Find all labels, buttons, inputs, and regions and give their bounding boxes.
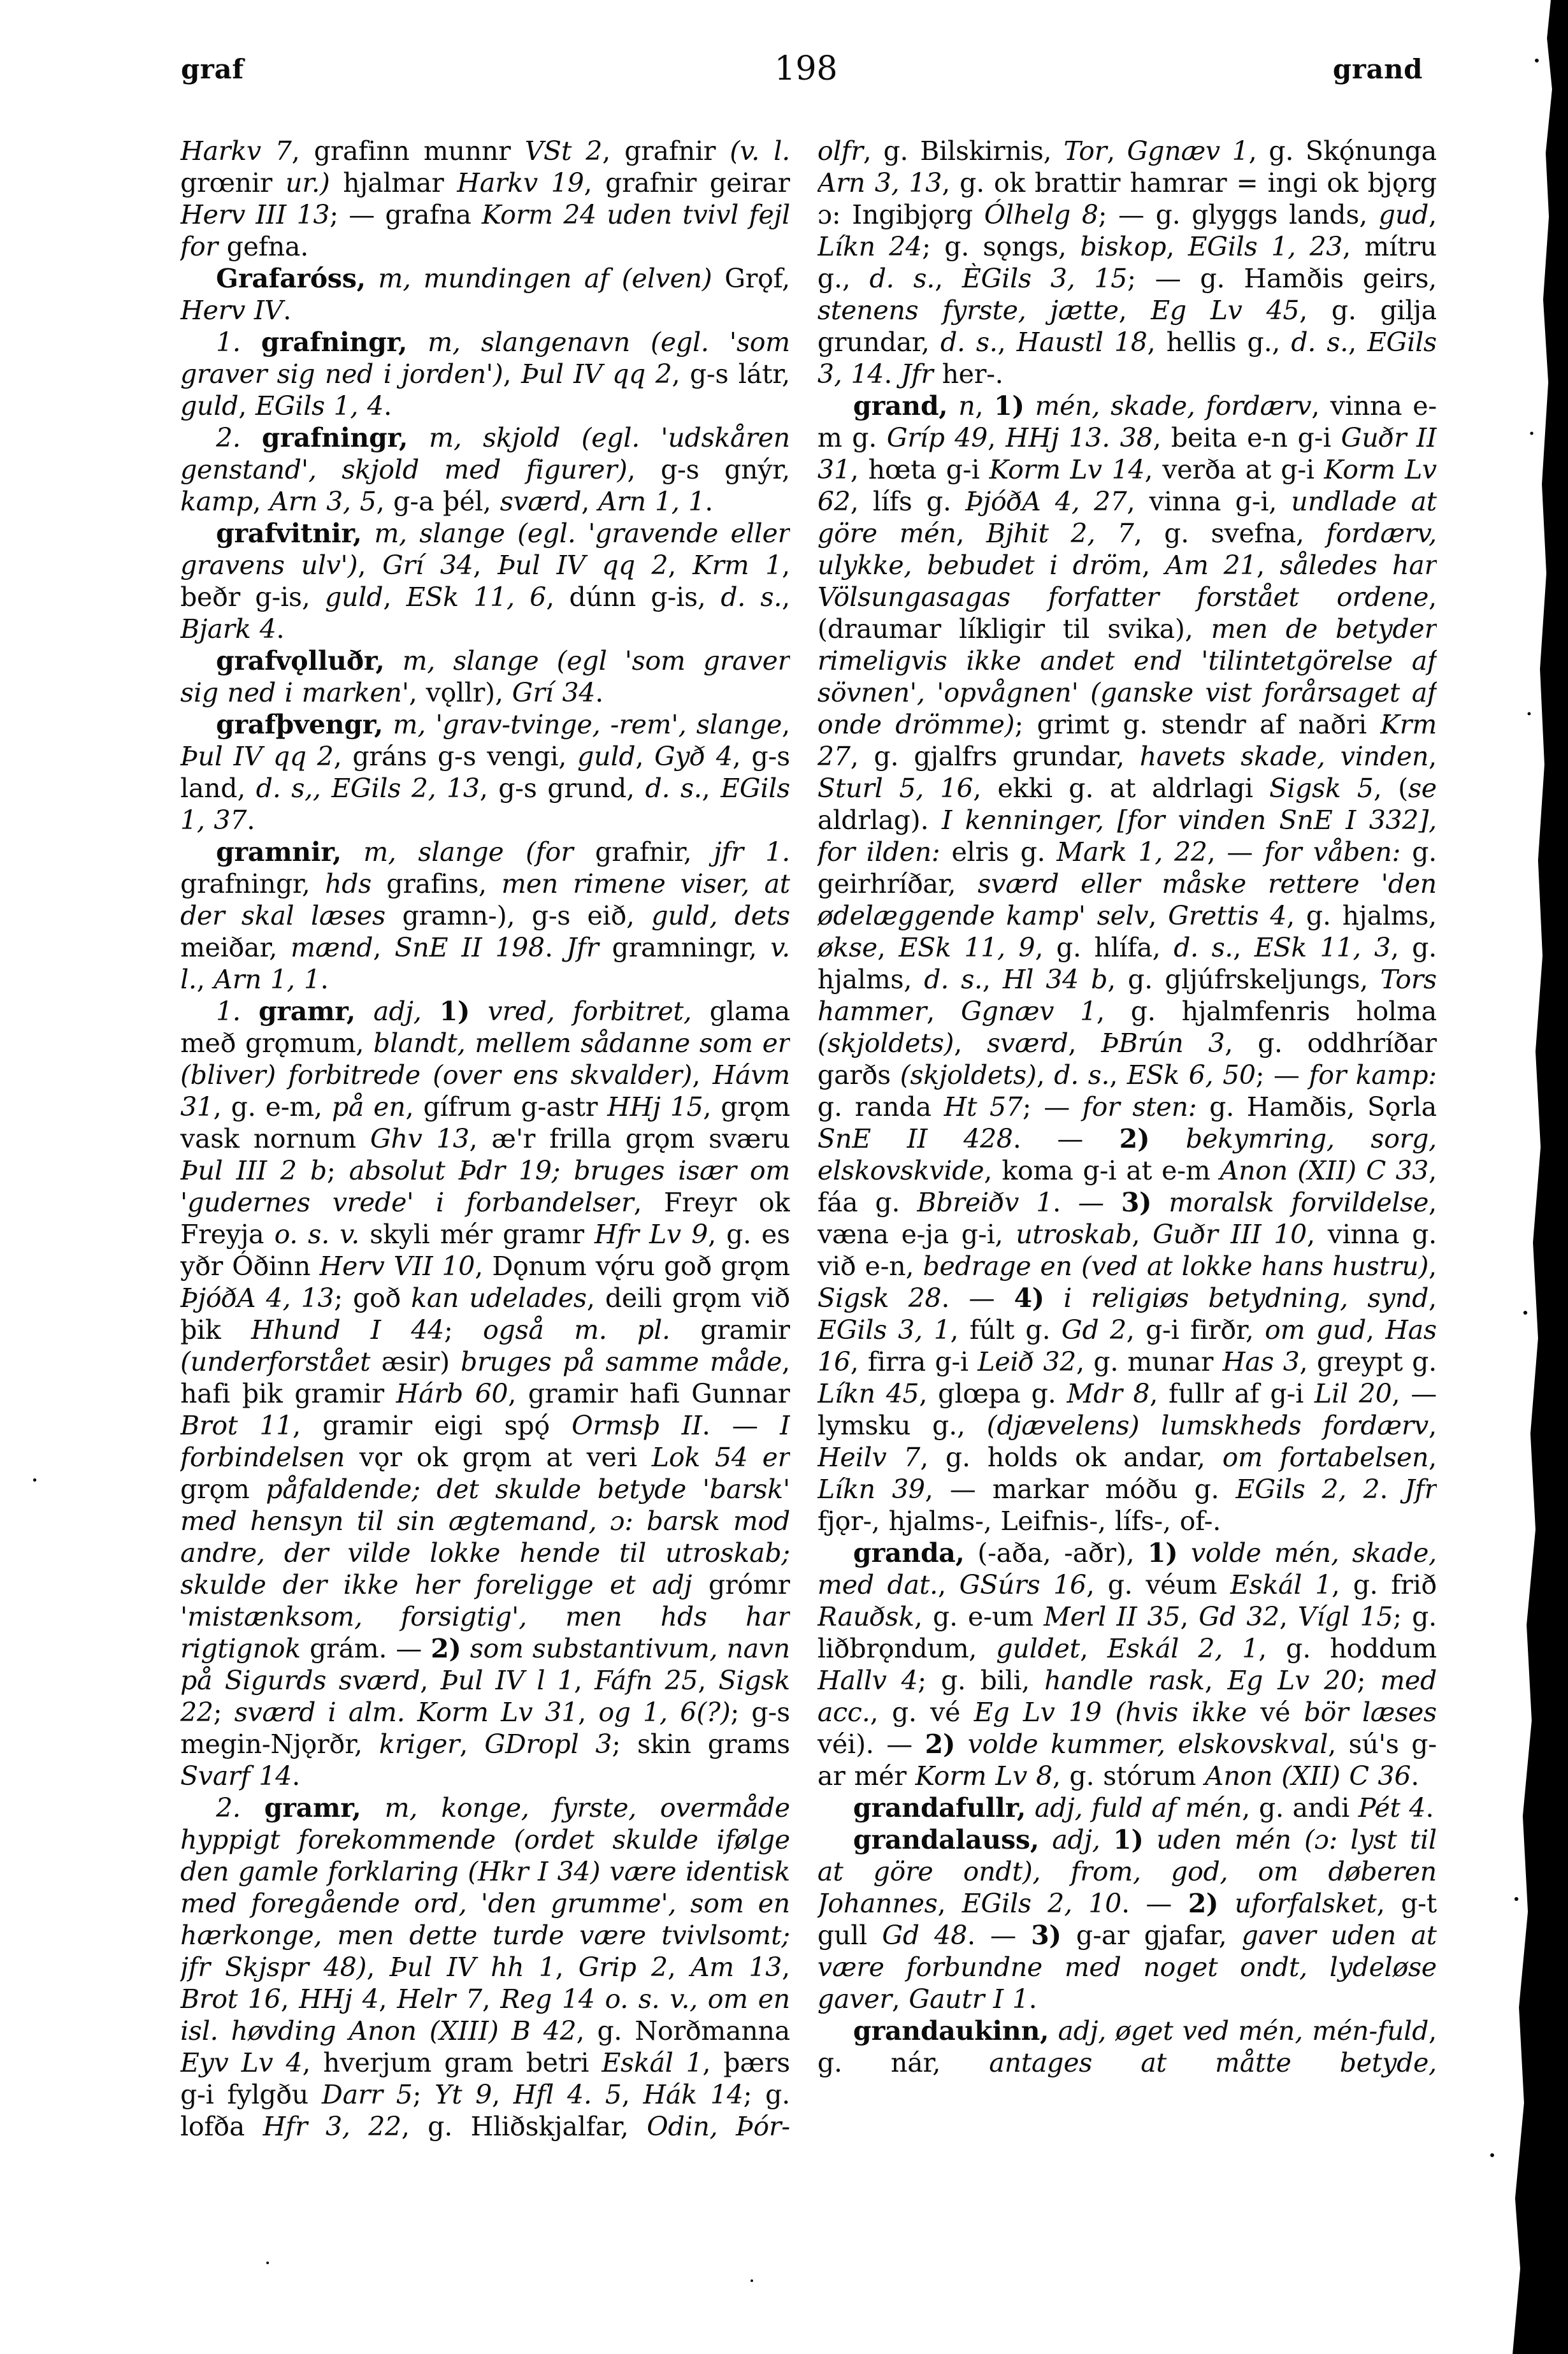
- scan-speck: [266, 2262, 269, 2264]
- page-number: 198: [774, 50, 838, 88]
- entry-paragraph: grafvǫlluðr, m, slange (egl 'som graver sig ned i marken', vǫllr), Grí 34.: [180, 646, 790, 708]
- entry-paragraph: grafþvengr, m, 'grav-tvinge, -rem', slange, Þul IV qq 2, gráns g-s vengi, guld, Gyð 4, g-s land, d. s,, EGils 2, 13, g-s grund, d. s., EGils 1, 37.: [180, 709, 790, 835]
- entry-paragraph: grand, n, 1) mén, skade, fordærv, vinna e-m g. Gríp 49, HHj 13. 38, beita e-n g-i Guðr II 31, hœta g-i Korm Lv 14, verða at g-i Korm Lv 62, lífs g. ÞjóðA 4, 27, vinna g-i, undlade at göre mén, Bjhit 2, 7, g. svefna, fordærv, ulykke, bebudet i dröm, Am 21, således har Völsungasagas forfatter forstået ordene, (draumar líkligir til svika), men de betyder rimeligvis ikke andet end 'tilintetgörelse af sövnen', 'opvågnen' (ganske vist forårsaget af onde drömme); grimt g. stendr af naðri Krm 27, g. gjalfrs grundar, havets skade, vinden, Sturl 5, 16, ekki g. at aldrlagi Sigsk 5, (se aldrlag). I kenninger, [for vinden SnE I 332], for ilden: elris g. Mark 1, 22, — for våben: g. geirhríðar, sværd eller måske rettere 'den ødelæggende kamp' selv, Grettis 4, g. hjalms, økse, ESk 11, 9, g. hlífa, d. s., ESk 11, 3, g. hjalms, d. s., Hl 34 b, g. gljúfrskeljungs, Tors hammer, Ggnæv 1, g. hjalmfenris holma (skjoldets), sværd, ÞBrún 3, g. oddhríðar garðs (skjoldets), d. s., ESk 6, 50; — for kamp: g. randa Ht 57; — for sten: g. Hamðis, Sǫrla SnE II 428. — 2) bekymring, sorg, elskovskvide, koma g-i at e-m Anon (XII) C 33, fáa g. Bbreiðv 1. — 3) moralsk forvildelse, væna e-ja g-i, utroskab, Guðr III 10, vinna g. við e-n, bedrage en (ved at lokke hans hustru), Sigsk 28. — 4) i religiøs betydning, synd, EGils 3, 1, fúlt g. Gd 2, g-i firðr, om gud, Has 16, firra g-i Leið 32, g. munar Has 3, greypt g. Líkn 45, glœpa g. Mdr 8, fullr af g-i Lil 20, — lymsku g., (djævelens) lumskheds fordærv, Heilv 7, g. holds ok andar, om fortabelsen, Líkn 39, — markar móðu g. EGils 2, 2. Jfr fjǫr-, hjalms-, Leifnis-, lífs-, of-.: [817, 391, 1437, 1536]
- entry-paragraph: 2. grafningr, m, skjold (egl. 'udskåren genstand', skjold med figurer), g-s gnýr, kamp, Arn 3, 5, g-a þél, sværd, Arn 1, 1.: [180, 422, 790, 517]
- scan-speck: [33, 1478, 36, 1482]
- entry-paragraph: Harkv 7, grafinn munnr VSt 2, grafnir (v. l. grœnir ur.) hjalmar Harkv 19, grafnir geirar Herv III 13; — grafna Korm 24 uden tvivl fejl for gefna.: [180, 136, 790, 262]
- entry-paragraph: grandalauss, adj, 1) uden mén (ɔ: lyst til at göre ondt), from, god, om døberen Johannes, EGils 2, 10. — 2) uforfalsket, g-t gull Gd 48. — 3) g-ar gjafar, gaver uden at være forbundne med noget ondt, lydeløse gaver, Gautr I 1.: [817, 1824, 1437, 2014]
- entry-paragraph: grandaukinn, adj, øget ved mén, mén-fuld, g. nár, antages at måtte betyde,: [817, 2016, 1437, 2078]
- scan-speck: [751, 2279, 753, 2282]
- header-keyword-right: grand: [1332, 54, 1423, 85]
- entry-paragraph: 1. grafningr, m, slangenavn (egl. 'som graver sig ned i jorden'), Þul IV qq 2, g-s látr, guld, EGils 1, 4.: [180, 327, 790, 421]
- entry-paragraph: gramnir, m, slange (for grafnir, jfr 1. grafningr, hds grafins, men rimene viser, at der skal læses gramn-), g-s eið, guld, dets meiðar, mænd, SnE II 198. Jfr gramningr, v. l., Arn 1, 1.: [180, 837, 790, 995]
- header-keyword-left: graf: [181, 54, 244, 85]
- entry-paragraph: Grafaróss, m, mundingen af (elven) Grǫf, Herv IV.: [180, 263, 790, 326]
- entry-paragraph: granda, (-aða, -aðr), 1) volde mén, skade, med dat., GSúrs 16, g. véum Eskál 1, g. frið Rauðsk, g. e-um Merl II 35, Gd 32, Vígl 15; g. liðbrǫndum, guldet, Eskál 2, 1, g. hoddum Hallv 4; g. bili, handle rask, Eg Lv 20; med acc., g. vé Eg Lv 19 (hvis ikke vé bör læses véi). — 2) volde kummer, elskovskval, sú's g-ar mér Korm Lv 8, g. stórum Anon (XII) C 36.: [817, 1538, 1437, 1791]
- entry-paragraph: olfr, g. Bilskirnis, Tor, Ggnæv 1, g. Skǫ́nunga Arn 3, 13, g. ok brattir hamrar = ingi ok bjǫrg ɔ: Ingibjǫrg Ólhelg 8; — g. glyggs lands, gud, Líkn 24; g. sǫngs, biskop, EGils 1, 23, mítru g., d. s., ÈGils 3, 15; — g. Hamðis geirs, stenens fyrste, jætte, Eg Lv 45, g. gilja grundar, d. s., Haustl 18, hellis g., d. s., EGils 3, 14. Jfr her-.: [817, 136, 1437, 389]
- entry-paragraph: 1. gramr, adj, 1) vred, forbitret, glama með grǫmum, blandt, mellem sådanne som er (bliver) forbitrede (over ens skvalder), Hávm 31, g. e-m, på en, gífrum g-astr HHj 15, grǫm vask nornum Ghv 13, æ'r frilla grǫm sværu Þul III 2 b; absolut Þdr 19; bruges især om 'gudernes vrede' i forbandelser, Freyr ok Freyja o. s. v. skyli mér gramr Hfr Lv 9, g. es yðr Óðinn Herv VII 10, Dǫnum vǫ́ru goð grǫm ÞjóðA 4, 13; goð kan udelades, deili grǫm við þik Hhund I 44; også m. pl. gramir (underforstået æsir) bruges på samme måde, hafi þik gramir Hárb 60, gramir hafi Gunnar Brot 11, gramir eigi spǫ́ Ormsþ II. — I forbindelsen vǫr ok grǫm at veri Lok 54 er grǫm påfaldende; det skulde betyde 'barsk' med hensyn til sin ægtemand, ɔ: barsk mod andre, der vilde lokke hende til utroskab; skulde der ikke her foreligge et adj grómr 'mistænksom, forsigtig', men hds har rigtignok grám. — 2) som substantivum, navn på Sigurds sværd, Þul IV l 1, Fáfn 25, Sigsk 22; sværd i alm. Korm Lv 31, og 1, 6(?); g-s megin-Njǫrðr, kriger, GDropl 3; skin grams Svarf 14.: [180, 996, 790, 1791]
- column-right: [817, 135, 1437, 2205]
- entry-paragraph: grandafullr, adj, fuld af mén, g. andi Pét 4.: [853, 1793, 1434, 1823]
- entry-paragraph: 2. gramr, m, konge, fyrste, overmåde hyppigt forekommende (ordet skulde ifølge den gamle forklaring (Hkr I 34) være identisk med foregående ord, 'den grumme', som en hærkonge, men dette turde være tvivlsomt; jfr Skjspr 48), Þul IV hh 1, Grip 2, Am 13, Brot 16, HHj 4, Helr 7, Reg 14 o. s. v., om en isl. høvding Anon (XIII) B 42, g. Norðmanna Eyv Lv 4, hverjum gram betri Eskál 1, þærs g-i fylgðu Darr 5; Yt 9, Hfl 4. 5, Hák 14; g. lofða Hfr 3, 22, g. Hliðskjalfar, Odin, Þór-: [180, 1793, 790, 2142]
- entry-paragraph: grafvitnir, m, slange (egl. 'gravende eller gravens ulv'), Grí 34, Þul IV qq 2, Krm 1, beðr g-is, guld, ESk 11, 6, dúnn g-is, d. s., Bjark 4.: [180, 518, 790, 644]
- column-left: [180, 135, 790, 2205]
